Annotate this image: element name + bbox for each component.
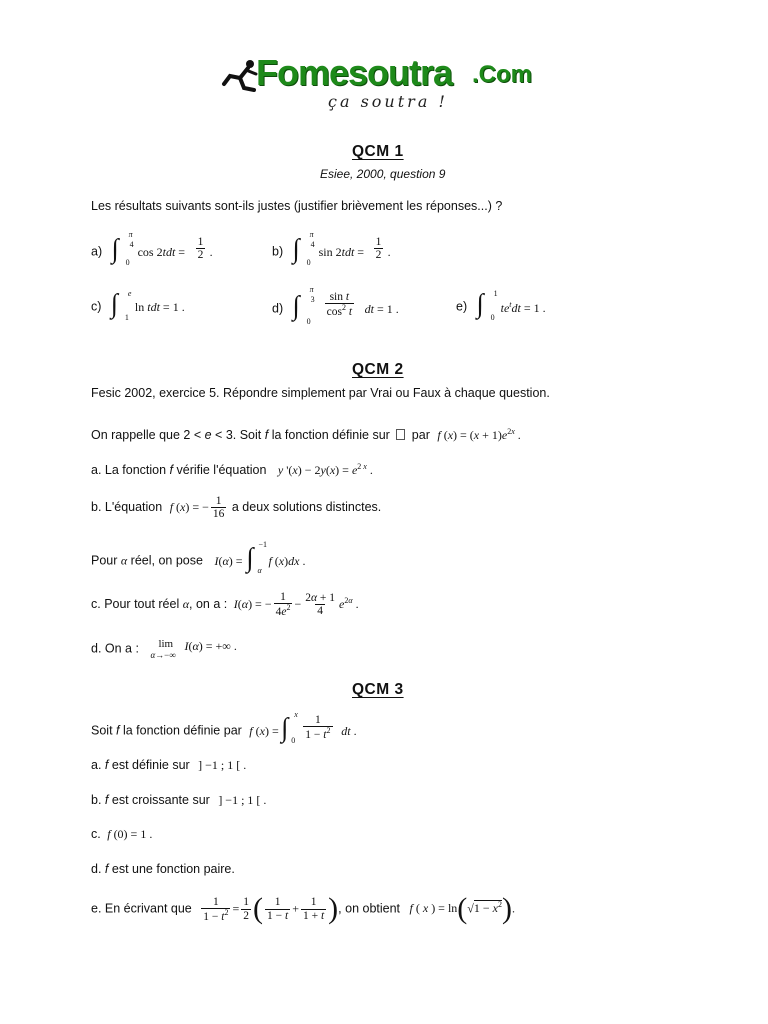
- recall-text-4: par: [408, 428, 430, 442]
- item-label: e): [456, 299, 468, 314]
- item-text-2: est croissante sur: [108, 793, 210, 807]
- logo-brand: Fomesoutra: [256, 52, 453, 93]
- qcm2-title: QCM 2: [352, 361, 404, 378]
- item-text-2: est définie sur: [108, 758, 190, 772]
- qcm3-item-a: a. f est définie sur ] −1 ; 1 [ .: [91, 758, 247, 772]
- qcm2-recall: On rappelle que 2 < e < 3. Soit f la fonction définie sur par f $(x) = (x + 1)e^{2x}$ .: [91, 427, 521, 442]
- item-text: d. On a :: [91, 641, 139, 656]
- item-text: d.: [91, 862, 105, 876]
- item-text-2: est une fonction paire.: [108, 862, 235, 876]
- qcm2-item-a: a. La fonction f vérifie l'équation y '$(x) - 2y(x) = e^{2 x}$ .: [91, 462, 373, 477]
- item-text: Pour: [91, 553, 121, 568]
- qcm1-item-b: b) ∫ π 4 0 sin 2tdt = $\frac{1}{2}$ .: [272, 230, 391, 267]
- qcm2-item-c: c. Pour tout réel α, on a : I(α) = − $\frac{1}{4e^2}$ − $\frac{2\alpha + 1}{4}$ $e^{2\alpha}$ .: [91, 591, 359, 618]
- recall-f: f: [264, 428, 269, 442]
- item-text-2: , on obtient: [338, 901, 401, 916]
- item-text-2: réel, on pose: [127, 553, 203, 568]
- item-label: a): [91, 244, 103, 259]
- item-label: d): [272, 301, 284, 316]
- qcm1-item-c: c) ∫ e 1 ln tdt = 1 .: [91, 288, 185, 322]
- item-text: e. En écrivant que: [91, 901, 192, 916]
- qcm1-intro: Les résultats suivants sont-ils justes (justifier brièvement les réponses...) ?: [91, 199, 503, 213]
- item-text: b.: [91, 793, 105, 807]
- item-text: b. L'équation: [91, 499, 163, 514]
- item-text-2: a deux solutions distinctes.: [228, 499, 382, 514]
- item-text-2: la fonction définie par: [119, 723, 242, 738]
- item-text: a.: [91, 758, 105, 772]
- item-label: b): [272, 244, 284, 259]
- recall-text-3: la fonction définie sur: [268, 428, 390, 442]
- qcm2-item-b: b. L'équation f (x) = − $\frac{1}{16}$ a deux solutions distinctes.: [91, 495, 382, 521]
- item-text: c. Pour tout réel: [91, 596, 183, 611]
- qcm2-intro: Fesic 2002, exercice 5. Répondre simplement par Vrai ou Faux à chaque question.: [91, 386, 550, 400]
- item-text: Soit: [91, 723, 117, 738]
- item-label: c): [91, 299, 102, 314]
- qcm3-intro: Soit f la fonction définie par f (x) = ∫ x 0 $\frac{1}{1 - t^2}$ dt .: [91, 710, 357, 745]
- item-f: f: [169, 463, 174, 477]
- recall-e: e: [204, 428, 212, 442]
- item-text-2: , on a :: [189, 596, 228, 611]
- qcm3-item-e: e. En écrivant que $\frac{1}{1 - t^2}$ = $\frac{1}{2}$ ( $\frac{1}{1 - t}$ + $\frac{1}{1 + t}$ ), on obtient f ( x ) = $\ln(√1 - x^2)$.: [91, 892, 515, 925]
- site-logo: [220, 52, 550, 120]
- qcm1-item-a: a) ∫ π 4 0 cos 2tdt = $\frac{1}{2}$ .: [91, 230, 213, 267]
- qcm1-item-e: e) ∫ 1 0 $te^tdt = 1$ .: [456, 288, 546, 322]
- item-text: c.: [91, 827, 101, 841]
- qcm1-title: QCM 1: [352, 143, 404, 160]
- item-text: a. La fonction: [91, 463, 170, 477]
- qcm3-item-b: b. f est croissante sur ] −1 ; 1 [ .: [91, 793, 267, 807]
- qcm3-item-d: d. f est une fonction paire.: [91, 862, 235, 876]
- reals-set-icon: [396, 429, 405, 440]
- qcm2-pour: Pour α réel, on pose I(α) = ∫ −1 α f (x)dx .: [91, 540, 306, 575]
- logo-suffix: .Com: [472, 61, 532, 88]
- qcm3-title: QCM 3: [352, 681, 404, 698]
- logo-slogan: ça soutra !: [328, 92, 448, 111]
- qcm1-item-d: d) ∫ π 3 0 $\frac{\text{sin t}}{\cos^2 t}$ dt = 1 .: [272, 285, 399, 326]
- item-text-2: vérifie l'équation: [173, 463, 267, 477]
- recall-text: On rappelle que 2 <: [91, 428, 205, 442]
- qcm1-source: Esiee, 2000, question 9: [320, 167, 446, 181]
- recall-text-2: < 3. Soit: [211, 428, 265, 442]
- qcm2-item-d: d. On a : lim α→−∞ I(α) = +∞ .: [91, 638, 237, 660]
- qcm3-item-c: c. f (0) = 1 .: [91, 827, 153, 841]
- item-f: f: [116, 723, 120, 738]
